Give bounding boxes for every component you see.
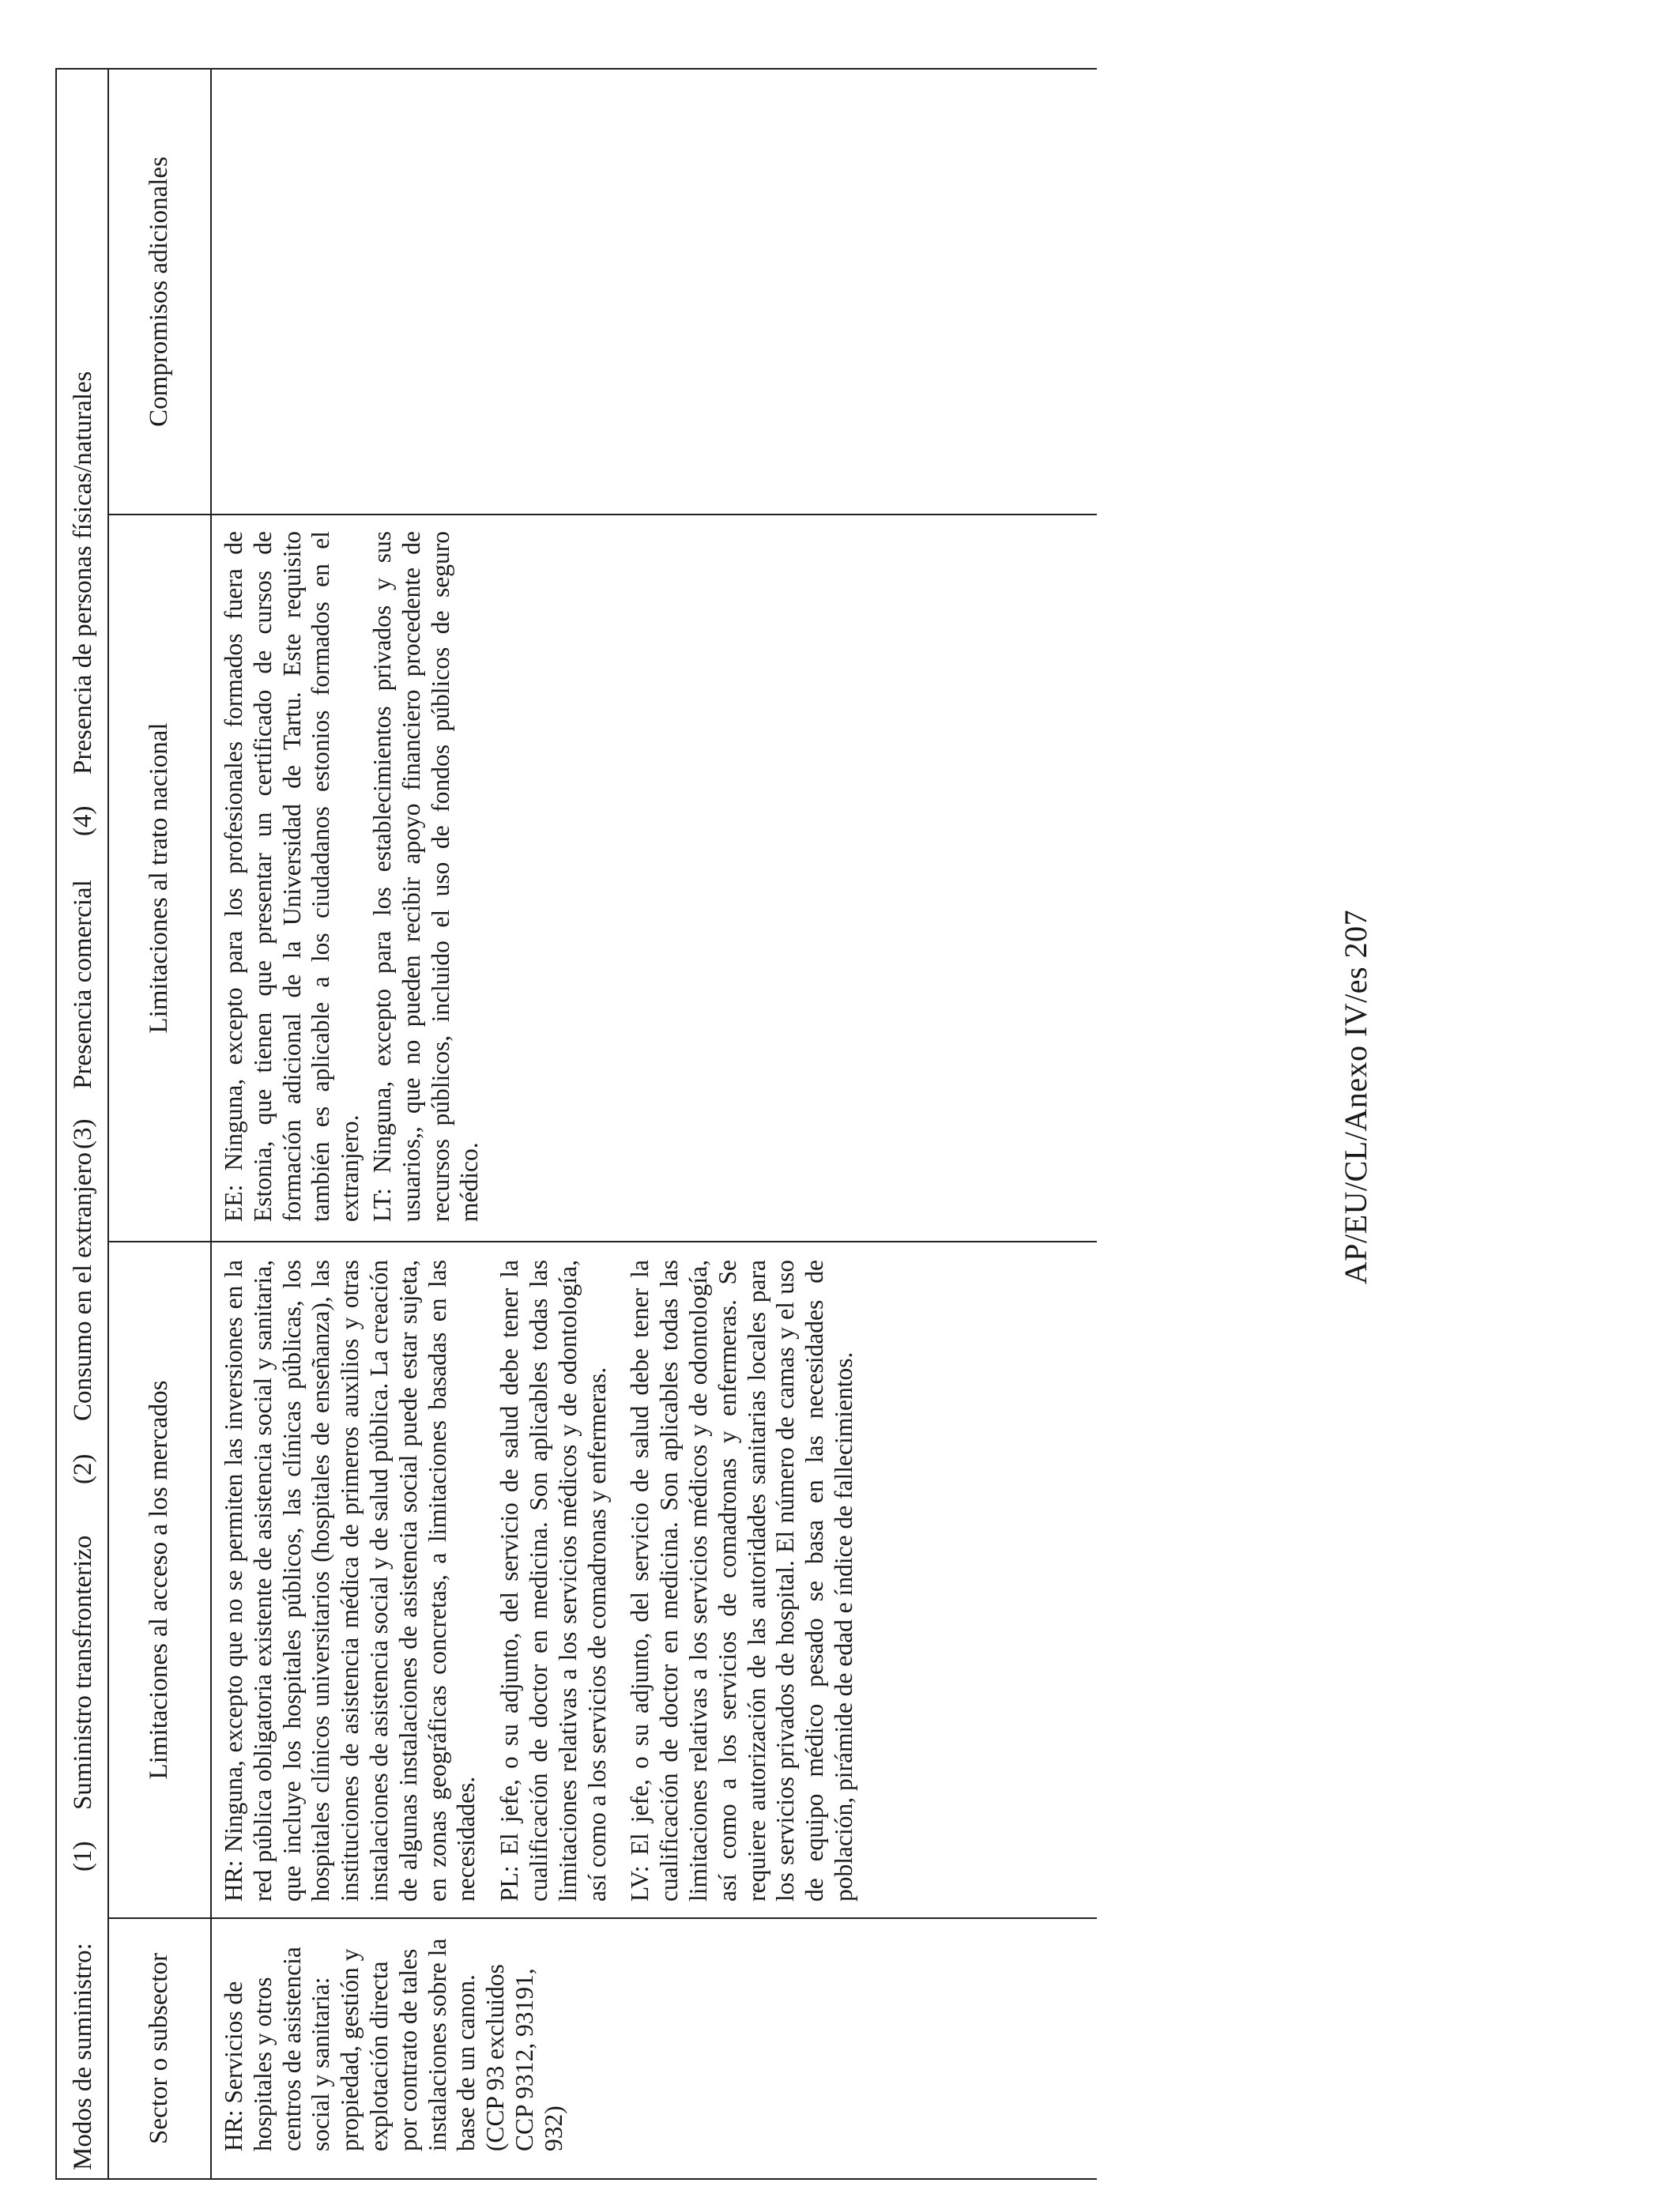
column-header-border: [210, 68, 212, 2180]
mode-1-label: Suministro transfronterizo: [69, 1535, 97, 1810]
col-divider-3: [107, 514, 1097, 515]
sector-description: HR: Servicios de hospitales y otros centros de asistencia social y sanitaria: propiedad, gestión y explotación directa por contrato de tales instalaciones sobre la base de un canon.: [220, 1938, 480, 2151]
header-additional-commitments: Compromisos adicionales: [145, 156, 173, 427]
page-footer: AP/EU/CL/Anexo IV/es 207: [1338, 909, 1373, 1285]
col-divider-1: [107, 1917, 1097, 1919]
national-treatment-lt: LT: Ninguna, excepto para los establecimientos privados y sus usuarios,, que no pueden recibir apoyo financiero procedente de recursos públicos, incluido el uso de fondos públicos de seguro médico.: [367, 531, 484, 1222]
table-left-border: [55, 2178, 1097, 2180]
sector-ccp: (CCP 93 excluidos CCP 9312, 93191, 932): [481, 1964, 567, 2151]
header-market-access: Limitaciones al acceso a los mercados: [145, 1380, 173, 1780]
modes-header-border: [107, 68, 109, 2180]
mode-3-number: (3): [69, 1118, 97, 1149]
sector-cell: [220, 1930, 569, 2151]
col-divider-2: [107, 1241, 1097, 1242]
header-national-treatment: Limitaciones al trato nacional: [145, 722, 173, 1034]
mode-4-number: (4): [69, 805, 97, 836]
mode-2-label: Consumo en el extranjero: [69, 1152, 97, 1421]
market-access-hr: HR: Ninguna, excepto que no se permiten las inversiones en la red pública obligatoria existente de asistencia social y sanitaria, que incluye los hospitales públicos, las clínicas públicas, los hospitales clínicos universitarios (hospitales de enseñanza), las instituciones de asistencia médica de primeros auxilios y otras instalaciones de asistencia social y de salud pública. La creación de algunas instalaciones de asistencia social puede estar sujeta, en zonas geográficas concretas, a limitaciones basadas en las necesidades.: [220, 1260, 480, 1902]
mode-2-number: (2): [69, 1453, 97, 1484]
header-sector: Sector o subsector: [145, 1953, 173, 2144]
mode-3-label: Presencia comercial: [69, 880, 97, 1089]
market-access-lv: LV: El jefe, o su adjunto, del servicio de salud debe tener la cualificación de doctor en medicina. Son aplicables todas las limitaciones relativas a los servicios médicos y de odontología, así como a los servicios de comadronas y enfermeras. Se requiere autorización de las autoridades sanitarias locales para los servicios privados de hospital. El número de camas y el uso de equipo médico pesado se basa en las necesidades de población, pirámide de edad e índice de fallecimientos.: [626, 1260, 857, 1902]
modes-label: Modos de suministro:: [69, 1943, 97, 2170]
national-treatment-cell: [220, 531, 499, 1222]
mode-4-label: Presencia de personas físicas/naturales: [69, 371, 97, 775]
national-treatment-ee: EE: Ninguna, excepto para los profesionales formados fuera de Estonia, que tienen que presentar un certificado de cursos de formación adicional de la Universidad de Tartu. Este requisito también es aplicable a los ciudadanos estonios formados en el extranjero.: [220, 531, 364, 1222]
table-top-border: [55, 68, 57, 2180]
market-access-cell: [220, 1260, 873, 1902]
schedule-table: [55, 68, 1097, 2180]
mode-1-number: (1): [69, 1841, 97, 1872]
market-access-pl: PL: El jefe, o su adjunto, del servicio de salud debe tener la cualificación de doctor en medicina. Son aplicables todas las limitaciones relativas a los servicios médicos y de odontología, así como a los servicios de comadronas y enfermeras.: [495, 1260, 611, 1902]
table-right-border: [55, 68, 1097, 70]
